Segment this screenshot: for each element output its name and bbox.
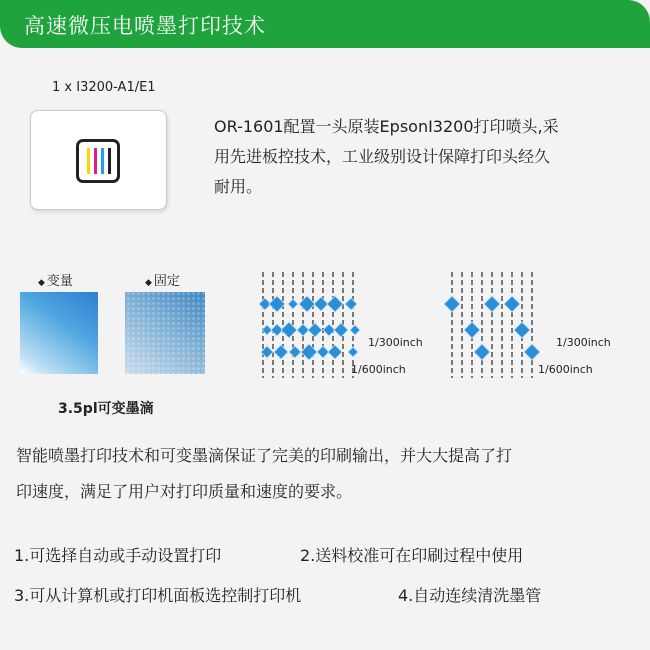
yellow-ink-line: [87, 148, 90, 174]
feature-item: 2.送料校准可在印刷过程中使用: [300, 546, 524, 565]
diamond-bullet-icon: ◆: [38, 278, 45, 288]
droplet-diamond: [317, 346, 329, 358]
diamond-bullet-icon: ◆: [145, 278, 152, 288]
droplet-diamond: [350, 325, 360, 335]
magenta-ink-line: [94, 148, 97, 174]
droplet-diamond: [297, 324, 309, 336]
black-ink-line: [108, 148, 111, 174]
paragraph-line: 智能喷墨打印技术和可变墨滴保证了完美的印刷输出，并大大提高了打: [16, 446, 513, 465]
droplet-diamond: [514, 322, 530, 338]
technology-paragraph: [16, 438, 636, 510]
droplet-diamond: [484, 296, 500, 312]
droplet-diamond: [334, 323, 348, 337]
description-line: OR-1601配置一头原装EpsonI3200打印喷头,采: [214, 117, 559, 136]
droplet-diamond: [328, 345, 342, 359]
variable-droplet-diagram: [255, 268, 435, 383]
fixed-label: 固定: [153, 274, 180, 289]
feature-item: 3.可从计算机或打印机面板选控制打印机: [14, 586, 302, 605]
resolution-600-label: 1/600inch: [538, 363, 593, 376]
printhead-icon: [76, 139, 120, 183]
resolution-300-label: 1/300inch: [368, 336, 423, 349]
variable-droplet-sample: [20, 292, 98, 374]
fixed-tag: [145, 270, 180, 289]
droplet-diamond: [444, 296, 460, 312]
printhead-description: [214, 112, 624, 202]
droplet-diamond: [348, 347, 358, 357]
droplet-caption: 3.5pl可变墨滴: [58, 401, 154, 417]
resolution-600-label: 1/600inch: [351, 363, 406, 376]
droplet-diamond: [464, 322, 480, 338]
description-line: 用先进板控技术，工业级别设计保障打印头经久: [214, 147, 551, 166]
droplet-diamond: [323, 324, 335, 336]
droplet-diamond: [274, 345, 288, 359]
description-line: 耐用。: [214, 177, 263, 196]
droplet-diamond: [289, 346, 301, 358]
feature-item: 1.可选择自动或手动设置打印: [14, 546, 222, 565]
variable-tag: [38, 270, 73, 289]
printhead-card: [30, 110, 167, 210]
droplet-diamond: [308, 323, 322, 337]
droplet-diamond: [314, 297, 328, 311]
droplet-diamond: [327, 296, 343, 312]
cyan-ink-line: [101, 148, 104, 174]
resolution-300-label: 1/300inch: [556, 336, 611, 349]
droplet-diamond: [288, 299, 298, 309]
feature-item: 4.自动连续清洗墨管: [398, 586, 542, 605]
paragraph-line: 印速度，满足了用户对打印质量和速度的要求。: [16, 482, 353, 501]
droplet-diamond: [345, 298, 357, 310]
variable-label: 变量: [46, 274, 73, 289]
droplet-diamond: [504, 296, 520, 312]
printhead-model-label: 1 x I3200-A1/E1: [52, 80, 156, 95]
droplet-diamond: [524, 344, 540, 360]
page-title: 高速微压电喷墨打印技术: [24, 14, 266, 38]
header-bar: [0, 0, 650, 48]
droplet-diamond: [474, 344, 490, 360]
fixed-droplet-sample: [125, 292, 205, 374]
